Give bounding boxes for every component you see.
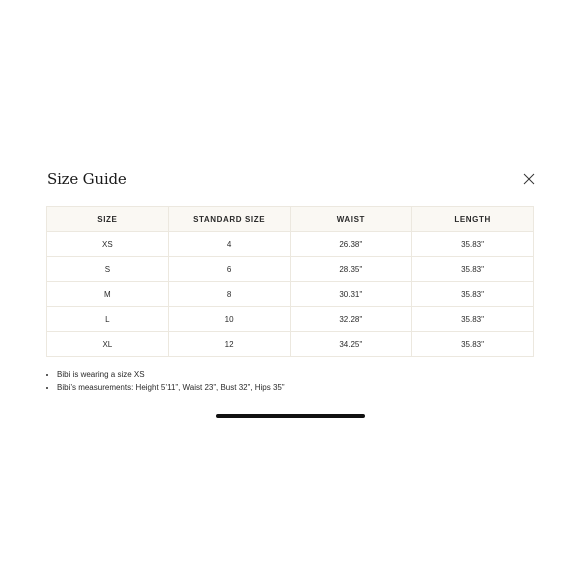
list-item: • Bibi is wearing a size XS xyxy=(57,368,285,381)
cell-waist: 26.38'' xyxy=(290,232,412,257)
cell-length: 35.83'' xyxy=(412,232,534,257)
cell-standard-size: 4 xyxy=(168,232,290,257)
cell-standard-size: 10 xyxy=(168,307,290,332)
table-row xyxy=(47,257,534,282)
model-notes-list xyxy=(47,368,285,394)
table-header-row xyxy=(47,207,534,232)
close-button[interactable] xyxy=(520,170,538,188)
cell-length: 35.83'' xyxy=(412,307,534,332)
cell-size: S xyxy=(47,257,169,282)
cell-length: 35.83'' xyxy=(412,282,534,307)
close-icon xyxy=(520,170,538,188)
cell-standard-size: 8 xyxy=(168,282,290,307)
table-row xyxy=(47,232,534,257)
cell-waist: 28.35'' xyxy=(290,257,412,282)
cell-size: M xyxy=(47,282,169,307)
cell-waist: 32.28'' xyxy=(290,307,412,332)
cell-waist: 34.25'' xyxy=(290,332,412,357)
cell-size: L xyxy=(47,307,169,332)
size-guide-title: Size Guide xyxy=(47,170,127,188)
table-row xyxy=(47,307,534,332)
table-row xyxy=(47,282,534,307)
cell-length: 35.83'' xyxy=(412,332,534,357)
cell-length: 35.83'' xyxy=(412,257,534,282)
header-length: LENGTH xyxy=(412,207,534,232)
header-waist: WAIST xyxy=(290,207,412,232)
cell-size: XL xyxy=(47,332,169,357)
header-size: SIZE xyxy=(47,207,169,232)
home-indicator xyxy=(216,414,365,418)
cell-standard-size: 6 xyxy=(168,257,290,282)
list-item: • Bibi’s measurements: Height 5’11”, Waist 23”, Bust 32”, Hips 35” xyxy=(57,381,285,394)
cell-waist: 30.31'' xyxy=(290,282,412,307)
cell-size: XS xyxy=(47,232,169,257)
table-row xyxy=(47,332,534,357)
cell-standard-size: 12 xyxy=(168,332,290,357)
header-standard-size: STANDARD SIZE xyxy=(168,207,290,232)
size-table xyxy=(46,206,534,357)
